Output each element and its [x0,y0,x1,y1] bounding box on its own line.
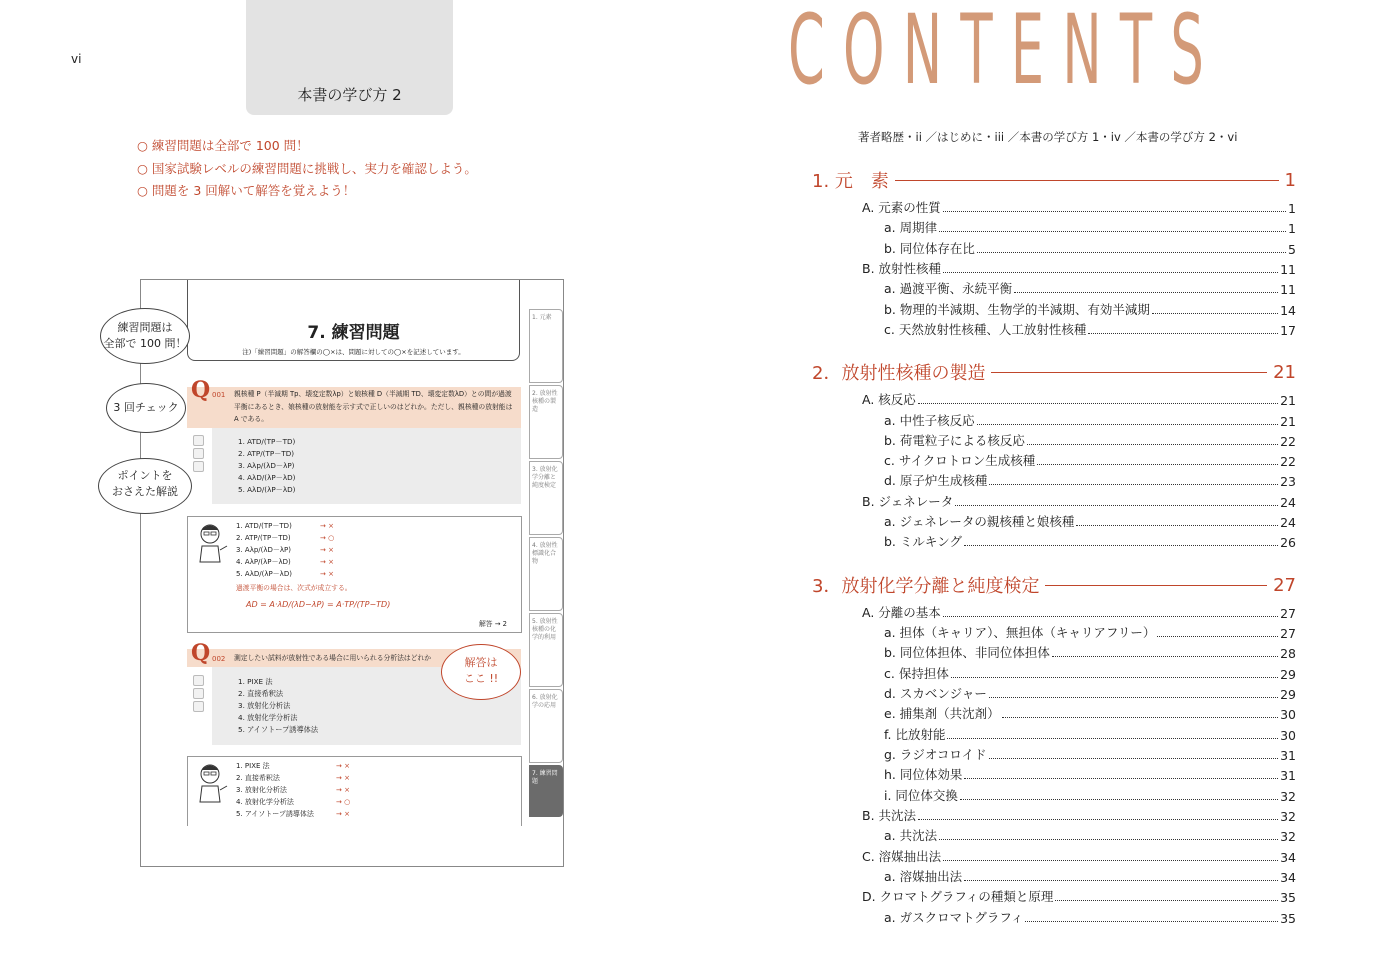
bullet-item: ○ 練習問題は全部で 100 問！ [137,138,309,153]
leader-dots [943,616,1278,617]
toc-page: 11 [1280,262,1296,277]
toc-entry[interactable] [884,684,1296,702]
toc-entry[interactable] [884,765,1296,783]
leader-dots [1014,292,1278,293]
toc-page: 31 [1280,748,1296,763]
chapter-rule [991,372,1267,373]
answer-mark: → ○ [320,534,335,542]
question-letter: Q [191,377,211,403]
answer-line: 3. 放射化分析法 [236,786,287,794]
option: 5. アイソトープ誘導体法 [238,725,319,734]
leader-dots [1088,333,1278,334]
toc-label: a. 周期律 [884,220,938,235]
toc-entry[interactable] [862,887,1296,905]
toc-entry[interactable] [884,532,1296,550]
answer-mark: → × [336,774,350,782]
answer-line: 3. Aλp/(λD－λP) [236,546,291,554]
leader-dots [989,697,1278,698]
answer-marks [336,760,350,820]
toc-entry[interactable] [884,451,1296,469]
toc-entry[interactable] [862,847,1296,865]
answer-mark: → × [320,570,334,578]
answer-line: 1. PIXE 法 [236,762,270,770]
toc-entry[interactable] [862,806,1296,824]
toc-entry[interactable] [884,300,1296,318]
teacher-illustration [194,762,230,806]
leader-dots [1055,900,1278,901]
leader-dots [1037,464,1278,465]
formula: AD = A·λD/(λD−λP) = A·TP/(TP−TD) [246,600,391,609]
toc-page: 23 [1280,474,1296,489]
toc-entry[interactable] [884,867,1296,885]
leader-dots [964,545,1278,546]
teacher-illustration [194,522,230,566]
answer-mark: → × [320,546,334,554]
question-number: 001 [212,391,226,399]
leader-dots [918,403,1278,404]
leader-dots [1002,717,1278,718]
toc-label: D. クロマトグラフィの種類と原理 [862,889,1054,904]
leader-dots [943,211,1286,212]
option: 1. ATD/(TP－TD) [238,437,296,446]
toc-label: d. 原子炉生成核種 [884,473,988,488]
toc-label: i. 同位体交換 [884,788,958,803]
contents-heading: CONTENTS [788,0,1223,106]
toc-page: 34 [1280,870,1296,885]
toc-label: a. 中性子核反応 [884,413,975,428]
toc-label: b. 物理的半減期、生物学的半減期、有効半減期 [884,302,1150,317]
toc-entry[interactable] [862,198,1296,216]
toc-page: 21 [1280,393,1296,408]
chapter-page: 27 [1273,574,1296,596]
leader-dots [939,839,1278,840]
answer-line: 2. ATP/(TP－TD) [236,534,291,542]
toc-page: 28 [1280,646,1296,661]
toc-page: 21 [1280,414,1296,429]
leader-dots [977,252,1286,253]
toc-page: 1 [1288,221,1296,236]
explanation: 過渡平衡の場合は、次式が成立する。 [236,584,352,592]
toc-page: 27 [1280,626,1296,641]
option: 2. 直接希釈法 [238,689,284,698]
toc-page: 27 [1280,606,1296,621]
chapter-title: 3．放射化学分離と純度検定 [812,576,1040,597]
toc-page: 14 [1280,303,1296,318]
toc-entry[interactable] [862,390,1296,408]
leader-dots [1076,525,1278,526]
leader-dots [951,677,1278,678]
leader-dots [964,880,1278,881]
answer-line: 5. アイソトープ誘導体法 [236,810,314,818]
question-text: 測定したい試料が放射性である場合に用いられる分析法はどれか [234,654,432,662]
toc-label: a. 過渡平衡、永続平衡 [884,281,1013,296]
callout-bubble: ポイントを おさえた解説 [98,458,192,514]
chapter-tab[interactable]: 2. 放射性核種の製造 [529,385,563,459]
toc-label: B. ジェネレータ [862,494,954,509]
leader-dots [1027,444,1278,445]
question-text: 親核種 P（半減期 Tp、壊変定数λp）と娘核種 D（半減期 TD、壊変定数λD）との間が過渡平衡にあるとき、娘核種の放射能を示す式で正しいのはどれか。ただし、親核種の放射能は A である。 [234,390,513,423]
check-box[interactable] [193,448,204,459]
chapter-rule [1045,585,1267,586]
toc-entry[interactable] [884,826,1296,844]
toc-label: B. 放射性核種 [862,261,942,276]
callout-bubble-answer: 解答は ここ !! [441,644,521,700]
toc-entry[interactable] [884,623,1296,641]
option: 1. PIXE 法 [238,677,273,686]
toc-label: g. ラジオコロイド [884,747,987,762]
toc-entry[interactable] [884,218,1296,236]
chapter-tab[interactable]: 5. 放射性核種の化学的利用 [529,613,563,687]
section-title-box [246,0,453,115]
leader-dots [955,505,1278,506]
option: 2. ATP/(TP－TD) [238,449,295,458]
toc-label: a. 担体（キャリア）、無担体（キャリアフリー） [884,625,1156,640]
answer-line: 5. AλD/(λP－λD) [236,570,292,578]
intro-bullets [137,135,477,203]
leader-dots [943,272,1278,273]
section-title: 本書の学び方 2 [297,86,402,104]
toc-label: c. サイクロトロン生成核種 [884,453,1036,468]
toc-page: 22 [1280,434,1296,449]
toc-page: 24 [1280,495,1296,510]
chapter-page: 1 [1284,169,1296,191]
chapter-heading[interactable] [812,573,1296,597]
toc-page: 17 [1280,323,1296,338]
sample-heading-note: 注)「練習問題」の解答欄の◯×は、問題に対しての◯×を記述しています。 [242,348,465,356]
options-list [238,436,295,496]
chapter-page: 21 [1273,361,1296,383]
bullet-item: ○ 問題を 3 回解いて解答を覚えよう！ [137,183,356,198]
option: 4. AλD/(λP－λD) [238,473,296,482]
leader-dots [960,799,1278,800]
chapter-rule [895,180,1279,181]
toc-label: c. 天然放射性核種、人工放射性核種 [884,322,1087,337]
toc-entry[interactable] [884,320,1296,338]
chapter-tab-active[interactable]: 7. 練習問題 [529,765,563,817]
toc-entry[interactable] [862,603,1296,621]
toc-page: 30 [1280,728,1296,743]
toc-page: 29 [1280,687,1296,702]
toc-entry[interactable] [884,239,1296,257]
toc-label: f. 比放射能 [884,727,946,742]
toc-label: h. 同位体効果 [884,767,963,782]
toc-label: A. 核反応 [862,392,916,407]
chapter-title: 2．放射性核種の製造 [812,363,986,384]
toc-label: b. 同位体担体、非同位体担体 [884,645,1050,660]
toc-label: b. ミルキング [884,534,963,549]
leader-dots [1157,636,1278,637]
toc-label: a. ジェネレータの親核種と娘核種 [884,514,1075,529]
answer-mark: → × [336,810,350,818]
leader-dots [989,758,1279,759]
toc-page: 22 [1280,454,1296,469]
chapter-tab[interactable]: 6. 放射化学の応用 [529,689,563,763]
toc-page: 1 [1288,201,1296,216]
answer-marks [320,520,334,580]
toc-label: B. 共沈法 [862,808,917,823]
chapter-tab[interactable]: 4. 放射性標識化合物 [529,537,563,611]
toc-label: d. スカベンジャー [884,686,987,701]
leader-dots [947,738,1278,739]
toc-entry[interactable] [884,512,1296,530]
toc-label: A. 分離の基本 [862,605,941,620]
check-box[interactable] [193,701,204,712]
toc-page: 32 [1280,829,1296,844]
toc-page: 31 [1280,768,1296,783]
toc-page: 11 [1280,282,1296,297]
toc-entry[interactable] [884,279,1296,297]
toc-entry[interactable] [884,664,1296,682]
bullet-item: ○ 国家試験レベルの練習問題に挑戦し、実力を確認しよう。 [137,160,477,176]
answer-line: 4. 放射化学分析法 [236,798,294,806]
toc-page: 5 [1288,242,1296,257]
toc-entry[interactable] [884,745,1296,763]
toc-page: 32 [1280,809,1296,824]
toc-entry[interactable] [884,471,1296,489]
option: 3. 放射化分析法 [238,701,291,710]
question-letter: Q [191,640,211,666]
sample-heading: 7. 練習問題 [307,323,400,343]
callout-bubble: 練習問題は 全部で 100 問！ [100,308,190,364]
answer-mark: → × [320,522,334,530]
toc-page: 29 [1280,667,1296,682]
leader-dots [943,860,1278,861]
answer-mark: → × [336,786,350,794]
option: 3. Aλp/(λD－λP) [238,461,295,470]
front-matter: 著者略歴・ii ／はじめに・iii ／本書の学び方 1・iv ／本書の学び方 2・vi [858,130,1238,144]
toc-entry[interactable] [884,786,1296,804]
option: 5. AλD/(λP－λD) [238,485,296,494]
leader-dots [977,424,1278,425]
leader-dots [1052,656,1278,657]
toc-label: e. 捕集剤（共沈剤） [884,706,1000,721]
toc-page: 35 [1280,911,1296,926]
page-number: vi [71,52,82,66]
chapter-tab[interactable]: 1. 元素 [529,309,563,383]
leader-dots [964,778,1278,779]
answer-list [236,520,292,580]
check-box[interactable] [193,461,204,472]
toc-label: a. 溶媒抽出法 [884,869,963,884]
toc-page: 32 [1280,789,1296,804]
toc-page: 26 [1280,535,1296,550]
answer-line: 4. AλP/(λP－λD) [236,558,291,566]
option: 4. 放射化学分析法 [238,713,298,722]
answer-line: 1. ATD/(TP－TD) [236,522,292,530]
toc-entry[interactable] [884,643,1296,661]
check-box[interactable] [193,435,204,446]
check-box[interactable] [193,675,204,686]
chapter-heading[interactable] [812,168,1296,192]
toc-label: a. 共沈法 [884,828,938,843]
leader-dots [939,231,1286,232]
leader-dots [1025,921,1278,922]
toc-entry[interactable] [884,725,1296,743]
toc-page: 24 [1280,515,1296,530]
answer-mark: → ○ [336,798,351,806]
toc-label: A. 元素の性質 [862,200,941,215]
leader-dots [989,484,1278,485]
toc-label: a. ガスクロマトグラフィ [884,910,1024,925]
toc-entry[interactable] [862,492,1296,510]
toc-entry[interactable] [884,431,1296,449]
chapter-heading[interactable] [812,360,1296,384]
question-number: 002 [212,655,226,663]
chapter-title: 1. 元 素 [812,171,889,192]
options-list [238,676,318,736]
toc-label: C. 溶媒抽出法 [862,849,942,864]
toc-entry[interactable] [884,704,1296,722]
callout-bubble: 3 回チェック [106,383,186,433]
answer-mark: → × [336,762,350,770]
leader-dots [918,819,1278,820]
toc-page: 35 [1280,890,1296,905]
toc-page: 30 [1280,707,1296,722]
toc-label: b. 荷電粒子による核反応 [884,433,1025,448]
answer-reference: 解答 → 2 [479,620,507,628]
check-box[interactable] [193,688,204,699]
answer-line: 2. 直接希釈法 [236,774,280,782]
toc-entry[interactable] [884,908,1296,926]
leader-dots [1152,313,1278,314]
toc-entry[interactable] [862,259,1296,277]
toc-entry[interactable] [884,411,1296,429]
answer-mark: → × [320,558,334,566]
toc-page: 34 [1280,850,1296,865]
chapter-tab[interactable]: 3. 放射化学分離と純度検定 [529,461,563,535]
toc-label: b. 同位体存在比 [884,241,975,256]
toc-label: c. 保持担体 [884,666,949,681]
answer-list [236,760,314,820]
